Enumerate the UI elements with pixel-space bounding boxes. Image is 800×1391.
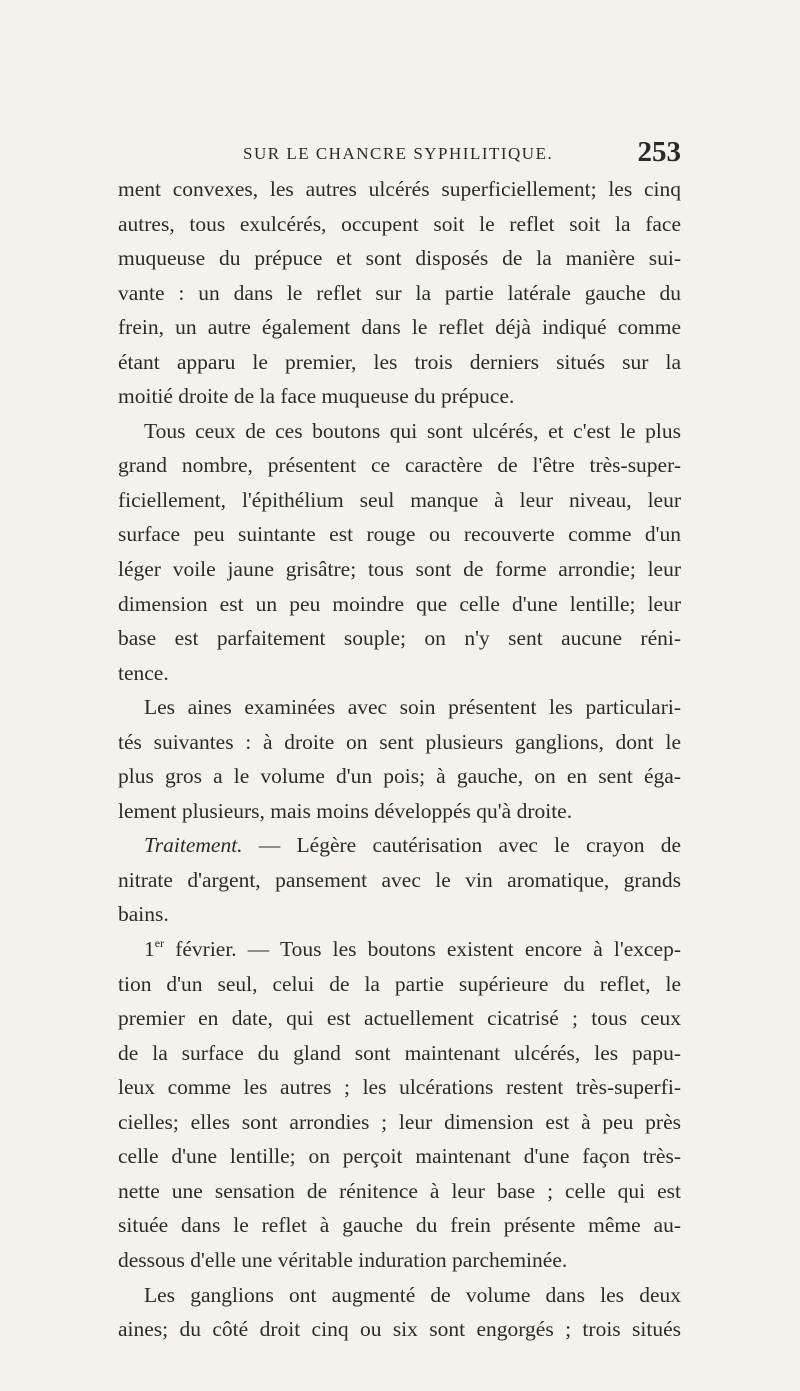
text-line: dimension est un peu moindre que celle d'une lentille; leur — [118, 591, 681, 616]
page-header — [118, 136, 681, 170]
text-line: bains. — [118, 902, 169, 927]
text-line: surface peu suintante est rouge ou recouverte comme d'un — [118, 522, 681, 547]
text-line: lement plusieurs, mais moins développés qu'à droite. — [118, 798, 573, 823]
text-line: muqueuse du prépuce et sont disposés de la manière sui- — [118, 246, 681, 271]
text-line: plus gros a le volume d'un pois; à gauche, on en sent éga- — [118, 764, 681, 789]
text-line: tés suivantes : à droite on sent plusieurs ganglions, dont le — [118, 729, 681, 754]
treatment-label: Traitement. — [144, 833, 243, 858]
text-line: base est parfaitement souple; on n'y sent aucune réni- — [118, 626, 681, 651]
date-line-text: février. — Tous les boutons existent encore à l'excep- — [175, 937, 682, 962]
text-line: vante : un dans le reflet sur la partie latérale gauche du — [118, 280, 681, 305]
text-line: autres, tous exulcérés, occupent soit le reflet soit la face — [118, 211, 681, 236]
text-line: de la surface du gland sont maintenant ulcérés, les papu- — [118, 1040, 681, 1065]
text-line: située dans le reflet à gauche du frein présente même au- — [118, 1213, 681, 1238]
text-line: leux comme les autres ; les ulcérations restent très-superfi- — [118, 1075, 681, 1100]
date-line — [118, 932, 681, 967]
text-line: grand nombre, présentent ce caractère de l'être très-super- — [118, 453, 681, 478]
text-line: Tous ceux de ces boutons qui sont ulcérés, et c'est le plus — [144, 418, 681, 443]
text-line: moitié droite de la face muqueuse du prépuce. — [118, 384, 515, 409]
text-line: nette une sensation de rénitence à leur base ; celle qui est — [118, 1178, 681, 1203]
text-line: aines; du côté droit cinq ou six sont engorgés ; trois situés — [118, 1317, 681, 1342]
text-line: Les ganglions ont augmenté de volume dans les deux — [144, 1282, 681, 1307]
text-line: étant apparu le premier, les trois derniers situés sur la — [118, 349, 681, 374]
text-line: tion d'un seul, celui de la partie supérieure du reflet, le — [118, 971, 681, 996]
treatment-line — [118, 828, 681, 863]
running-head: SUR LE CHANCRE SYPHILITIQUE. — [243, 144, 554, 163]
text-line: tence. — [118, 660, 169, 685]
text-line: léger voile jaune grisâtre; tous sont de forme arrondie; leur — [118, 557, 681, 582]
body-text — [118, 172, 681, 1347]
text-line: Les aines examinées avec soin présentent les particulari- — [144, 695, 681, 720]
text-line: nitrate d'argent, pansement avec le vin aromatique, grands — [118, 867, 681, 892]
page-number: 253 — [637, 136, 681, 168]
date-day: 1 — [144, 937, 155, 962]
treatment-rest: — Légère cautérisation avec le crayon de — [242, 833, 681, 858]
text-line: cielles; elles sont arrondies ; leur dimension est à peu près — [118, 1109, 681, 1134]
date-ordinal: er — [154, 936, 165, 951]
text-line: frein, un autre également dans le reflet déjà indiqué comme — [118, 315, 681, 340]
text-line: celle d'une lentille; on perçoit maintenant d'une façon très- — [118, 1144, 681, 1169]
text-line: dessous d'elle une véritable induration parcheminée. — [118, 1247, 568, 1272]
text-line: ficiellement, l'épithélium seul manque à leur niveau, leur — [118, 487, 681, 512]
text-line: premier en date, qui est actuellement cicatrisé ; tous ceux — [118, 1006, 681, 1031]
text-line: ment convexes, les autres ulcérés superficiellement; les cinq — [118, 177, 681, 201]
